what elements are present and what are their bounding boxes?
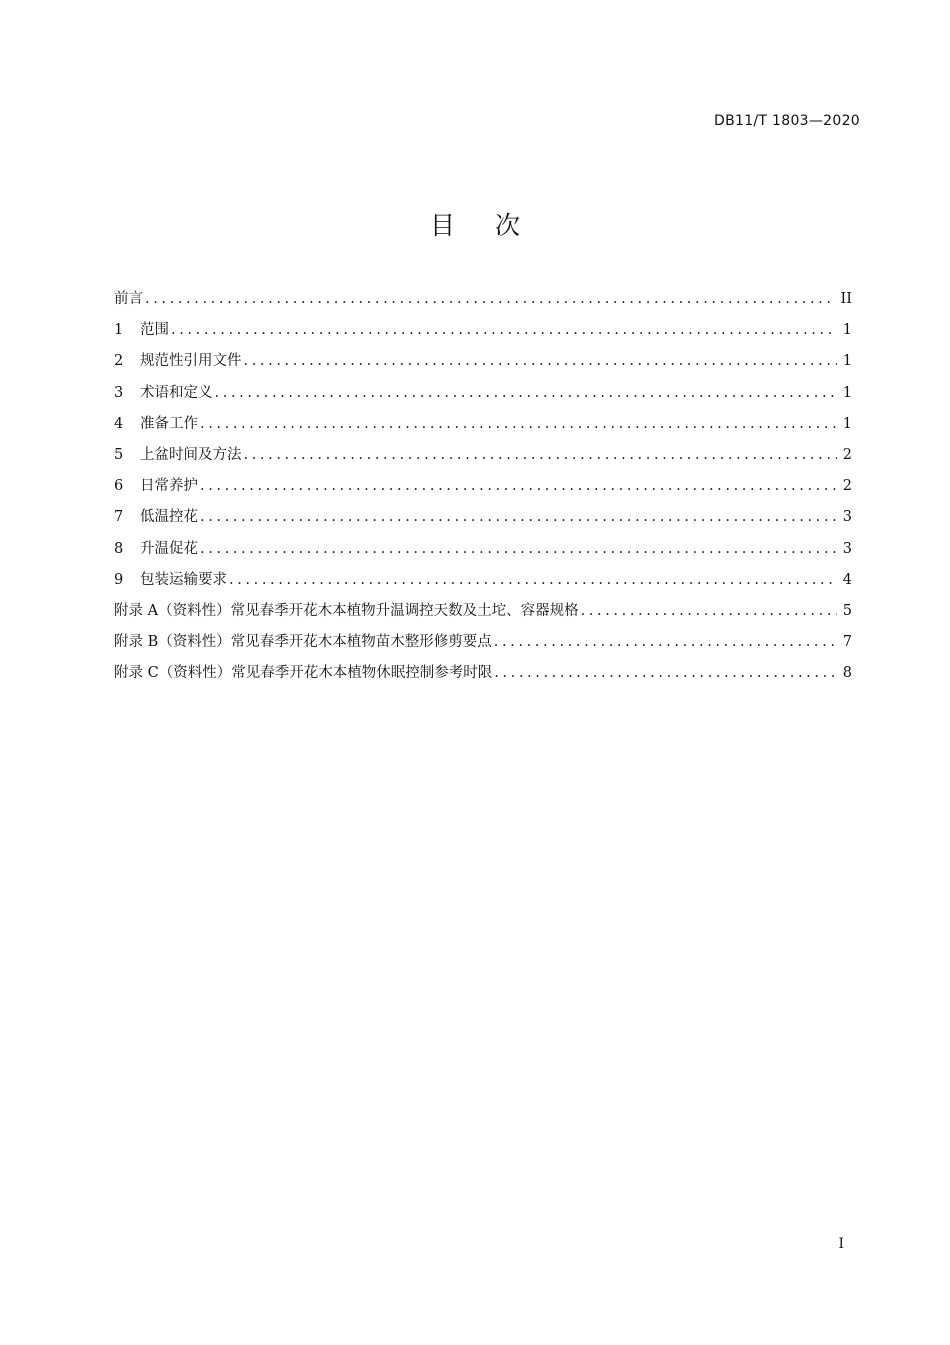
toc-entry-number: 5	[114, 446, 124, 463]
toc-entry-text: 上盆时间及方法	[140, 446, 242, 463]
toc-entry-page: 3	[842, 540, 852, 557]
toc-entry-number: 8	[114, 540, 124, 557]
toc-entry-normative-references[interactable]	[114, 346, 852, 377]
toc-entry-text: 范围	[140, 322, 169, 339]
toc-entry-page: 2	[842, 446, 852, 463]
toc-entry-number: 2	[114, 353, 124, 370]
toc-title-part2: 次	[495, 211, 521, 240]
toc-entry-number: 3	[114, 384, 124, 401]
page-number: I	[838, 1236, 844, 1252]
toc-entry-text: 术语和定义	[140, 384, 213, 401]
toc-entry-page: 7	[842, 634, 852, 651]
toc-leader-dots	[215, 378, 837, 409]
toc-entry-page: 4	[842, 571, 852, 588]
toc-entry-warming-forcing[interactable]	[114, 534, 852, 565]
toc-entry-packaging-transport[interactable]	[114, 565, 852, 596]
toc-leader-dots	[494, 627, 837, 658]
toc-entry-text: 准备工作	[140, 415, 198, 432]
toc-leader-dots	[581, 596, 837, 627]
toc-entry-text: 低温控花	[140, 509, 198, 526]
toc-entry-potting[interactable]	[114, 440, 852, 471]
toc-entry-low-temp-control[interactable]	[114, 502, 852, 533]
toc-entry-appendix-a[interactable]	[114, 596, 852, 627]
toc-entry-number: 4	[114, 415, 124, 432]
toc-entry-page: 3	[842, 509, 852, 526]
toc-entry-terms-definitions[interactable]	[114, 378, 852, 409]
document-code: DB11/T 1803—2020	[714, 113, 860, 129]
toc-leader-dots	[145, 284, 835, 315]
toc-entry-page: 1	[842, 322, 852, 339]
toc-entry-text: 附录 B（资料性）常见春季开花木本植物苗木整形修剪要点	[114, 634, 492, 651]
toc-entry-text: 日常养护	[140, 478, 198, 495]
toc-leader-dots	[200, 534, 837, 565]
toc-entry-number: 9	[114, 571, 124, 588]
table-of-contents	[114, 284, 852, 689]
toc-entry-page: 1	[842, 415, 852, 432]
toc-entry-text: 附录 C（资料性）常见春季开花木本植物休眠控制参考时限	[114, 665, 493, 682]
toc-entry-daily-care[interactable]	[114, 471, 852, 502]
toc-entry-scope[interactable]	[114, 315, 852, 346]
toc-entry-page: 5	[842, 602, 852, 619]
toc-entry-foreword[interactable]	[114, 284, 852, 315]
toc-leader-dots	[171, 315, 837, 346]
toc-entry-text: 附录 A（资料性）常见春季开花木本植物升温调控天数及土坨、容器规格	[114, 602, 579, 619]
toc-leader-dots	[200, 409, 837, 440]
toc-entry-page: 1	[842, 384, 852, 401]
toc-entry-page: 8	[842, 665, 852, 682]
toc-title-part1: 目	[429, 211, 455, 240]
toc-leader-dots	[200, 502, 837, 533]
toc-leader-dots	[494, 658, 837, 689]
toc-entry-text: 包装运输要求	[140, 571, 227, 588]
toc-entry-page: II	[840, 291, 852, 307]
toc-entry-text: 前言	[114, 291, 143, 307]
toc-title	[0, 206, 950, 242]
toc-entry-number: 7	[114, 509, 124, 526]
toc-entry-number: 6	[114, 478, 124, 495]
toc-entry-number: 1	[114, 322, 124, 339]
toc-entry-page: 1	[842, 353, 852, 370]
toc-entry-appendix-b[interactable]	[114, 627, 852, 658]
toc-entry-appendix-c[interactable]	[114, 658, 852, 689]
toc-entry-preparation[interactable]	[114, 409, 852, 440]
toc-leader-dots	[200, 471, 837, 502]
toc-entry-text: 升温促花	[140, 540, 198, 557]
toc-leader-dots	[229, 565, 837, 596]
toc-leader-dots	[244, 440, 837, 471]
toc-entry-text: 规范性引用文件	[140, 353, 242, 370]
toc-leader-dots	[244, 346, 837, 377]
toc-entry-page: 2	[842, 478, 852, 495]
